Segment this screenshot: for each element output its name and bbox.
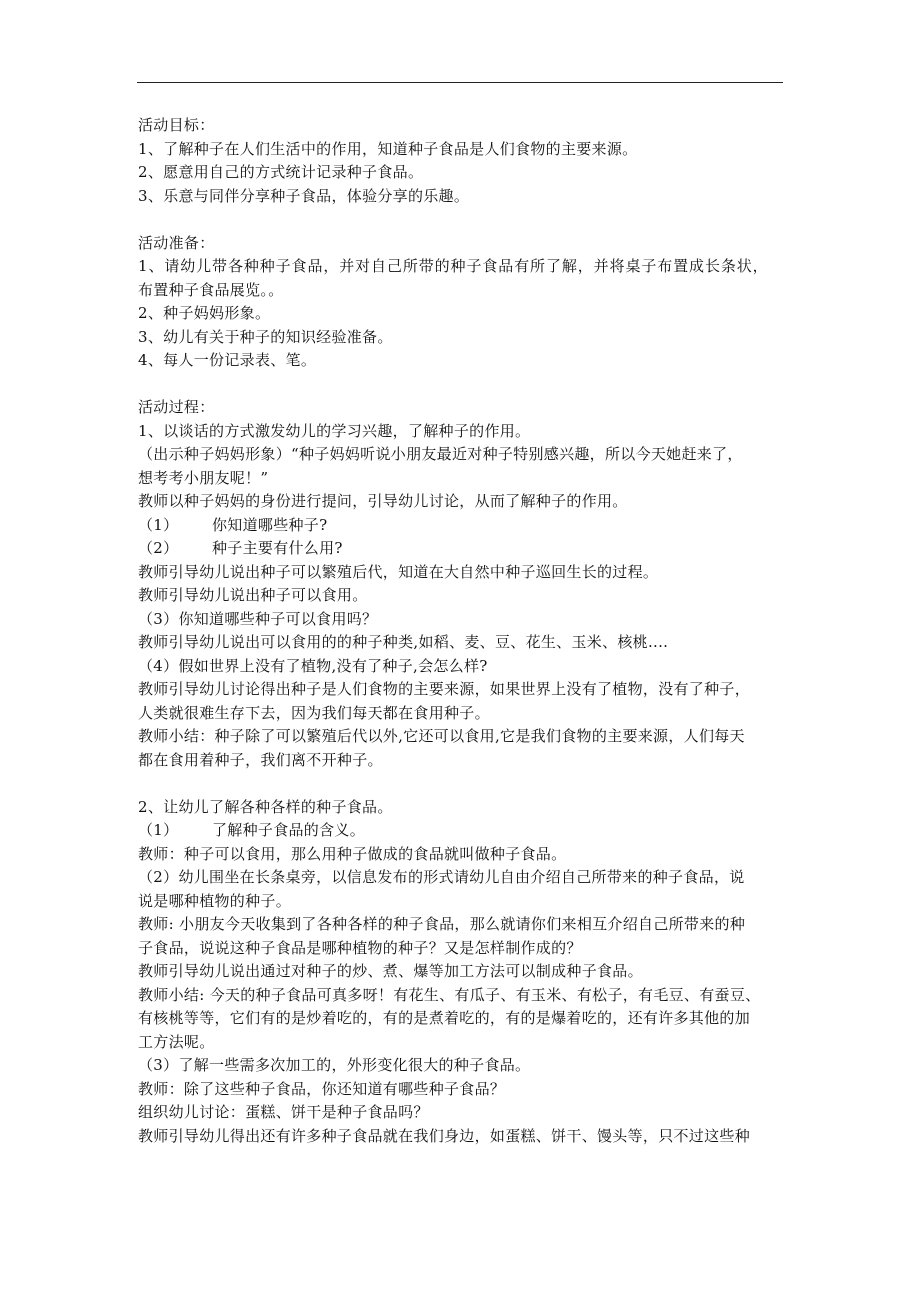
question-text: 你知道哪些种子?	[212, 515, 328, 534]
prep-item: 4、每人一份记录表、笔。	[138, 351, 317, 369]
process-line: 教师：种子可以食用，那么用种子做成的食品就叫做种子食品。	[138, 844, 567, 863]
question-text: 了解种子食品的含义。	[212, 821, 366, 839]
process-line: 教师引导幼儿得出还有许多种子食品就在我们身边，如蛋糕、饼干、馒头等，只不过这些种	[138, 1126, 751, 1145]
question-item	[138, 514, 788, 538]
process-line: （2）幼儿围坐在长条桌旁，以信息发布的形式请幼儿自由介绍自己所带来的种子食品，说	[138, 868, 745, 886]
process-title: 活动过程：	[138, 398, 215, 416]
prep-item: 布置种子食品展览。。	[138, 280, 284, 299]
header-rule	[137, 82, 783, 83]
process-line: （出示种子妈妈形象）“种子妈妈听说小朋友最近对种子特别感兴趣，所以今天她赶来了，	[138, 445, 743, 463]
process-line: 组织幼儿讨论：蛋糕、饼干是种子食品吗？	[138, 1103, 429, 1121]
process-line: 教师引导幼儿说出种子可以繁殖后代，知道在大自然中种子巡回生长的过程。	[138, 562, 659, 581]
process-line: 工方法呢。	[138, 1032, 215, 1051]
process-line: 教师以种子妈妈的身份进行提问，引导幼儿讨论，从而了解种子的作用。	[138, 492, 628, 510]
process-line: 教师: 小朋友今天收集到了各种各样的种子食品，那么就请你们来相互介绍自己所带来的种	[138, 915, 746, 933]
question-item	[138, 819, 788, 843]
goals-title: 活动目标：	[138, 116, 215, 134]
process-line: 2、让幼儿了解各种各样的种子食品。	[138, 797, 393, 816]
question-number: （1）	[138, 821, 179, 839]
process-line: 有核桃等等，它们有的是炒着吃的，有的是煮着吃的，有的是爆着吃的，还有许多其他的加	[138, 1009, 751, 1027]
process-line: 子食品，说说这种子食品是哪种植物的种子？又是怎样制作成的？	[138, 938, 582, 957]
goal-item: 1、了解种子在人们生活中的作用，知道种子食品是人们食物的主要来源。	[138, 139, 638, 158]
question-number: （2）	[138, 539, 179, 557]
process-line: 教师小结：种子除了可以繁殖后代以外,它还可以食用,它是我们食物的主要来源，人们每天	[138, 727, 745, 745]
process-line: 说是哪种植物的种子。	[138, 891, 292, 910]
document-body	[138, 114, 788, 1148]
process-line: 1、以谈话的方式激发幼儿的学习兴趣，了解种子的作用。	[138, 421, 531, 440]
question-text: 种子主要有什么用?	[212, 539, 343, 557]
prep-item: 2、种子妈妈形象。	[138, 304, 271, 322]
process-line: 想考考小朋友呢！”	[138, 468, 269, 487]
goal-item: 2、愿意用自己的方式统计记录种子食品。	[138, 163, 424, 181]
prep-item: 3、幼儿有关于种子的知识经验准备。	[138, 327, 393, 346]
process-line: 教师引导幼儿说出通过对种子的炒、煮、爆等加工方法可以制成种子食品。	[138, 962, 643, 980]
process-line: （4）假如世界上没有了植物,没有了种子,会怎么样?	[138, 656, 488, 675]
prep-title: 活动准备：	[138, 233, 215, 252]
process-line: （3）了解一些需多次加工的，外形变化很大的种子食品。	[138, 1056, 531, 1074]
question-item	[138, 537, 788, 561]
goal-item: 3、乐意与同伴分享种子食品，体验分享的乐趣。	[138, 186, 470, 205]
process-line: 都在食用着种子，我们离不开种子。	[138, 750, 383, 769]
process-line: 教师引导幼儿讨论得出种子是人们食物的主要来源，如果世界上没有了植物，没有了种子，	[138, 680, 751, 698]
process-line: 教师小结: 今天的种子食品可真多呀！有花生、有瓜子、有玉米、有松子，有毛豆、有蚕豆、	[138, 985, 761, 1004]
process-line: 教师：除了这些种子食品，你还知道有哪些种子食品？	[138, 1079, 506, 1098]
question-number: （1）	[138, 515, 179, 534]
prep-item: 1、请幼儿带各种种子食品，并对自己所带的种子食品有所了解，并将桌子布置成长条状，	[138, 257, 769, 275]
process-line: 人类就很难生存下去，因为我们每天都在食用种子。	[138, 703, 490, 722]
process-line: 教师引导幼儿说出种子可以食用。	[138, 586, 368, 604]
process-line: 教师引导幼儿说出可以食用的的种子种类,如稻、麦、豆、花生、玉米、核桃....	[138, 633, 669, 651]
process-line: （3）你知道哪些种子可以食用吗？	[138, 609, 378, 628]
